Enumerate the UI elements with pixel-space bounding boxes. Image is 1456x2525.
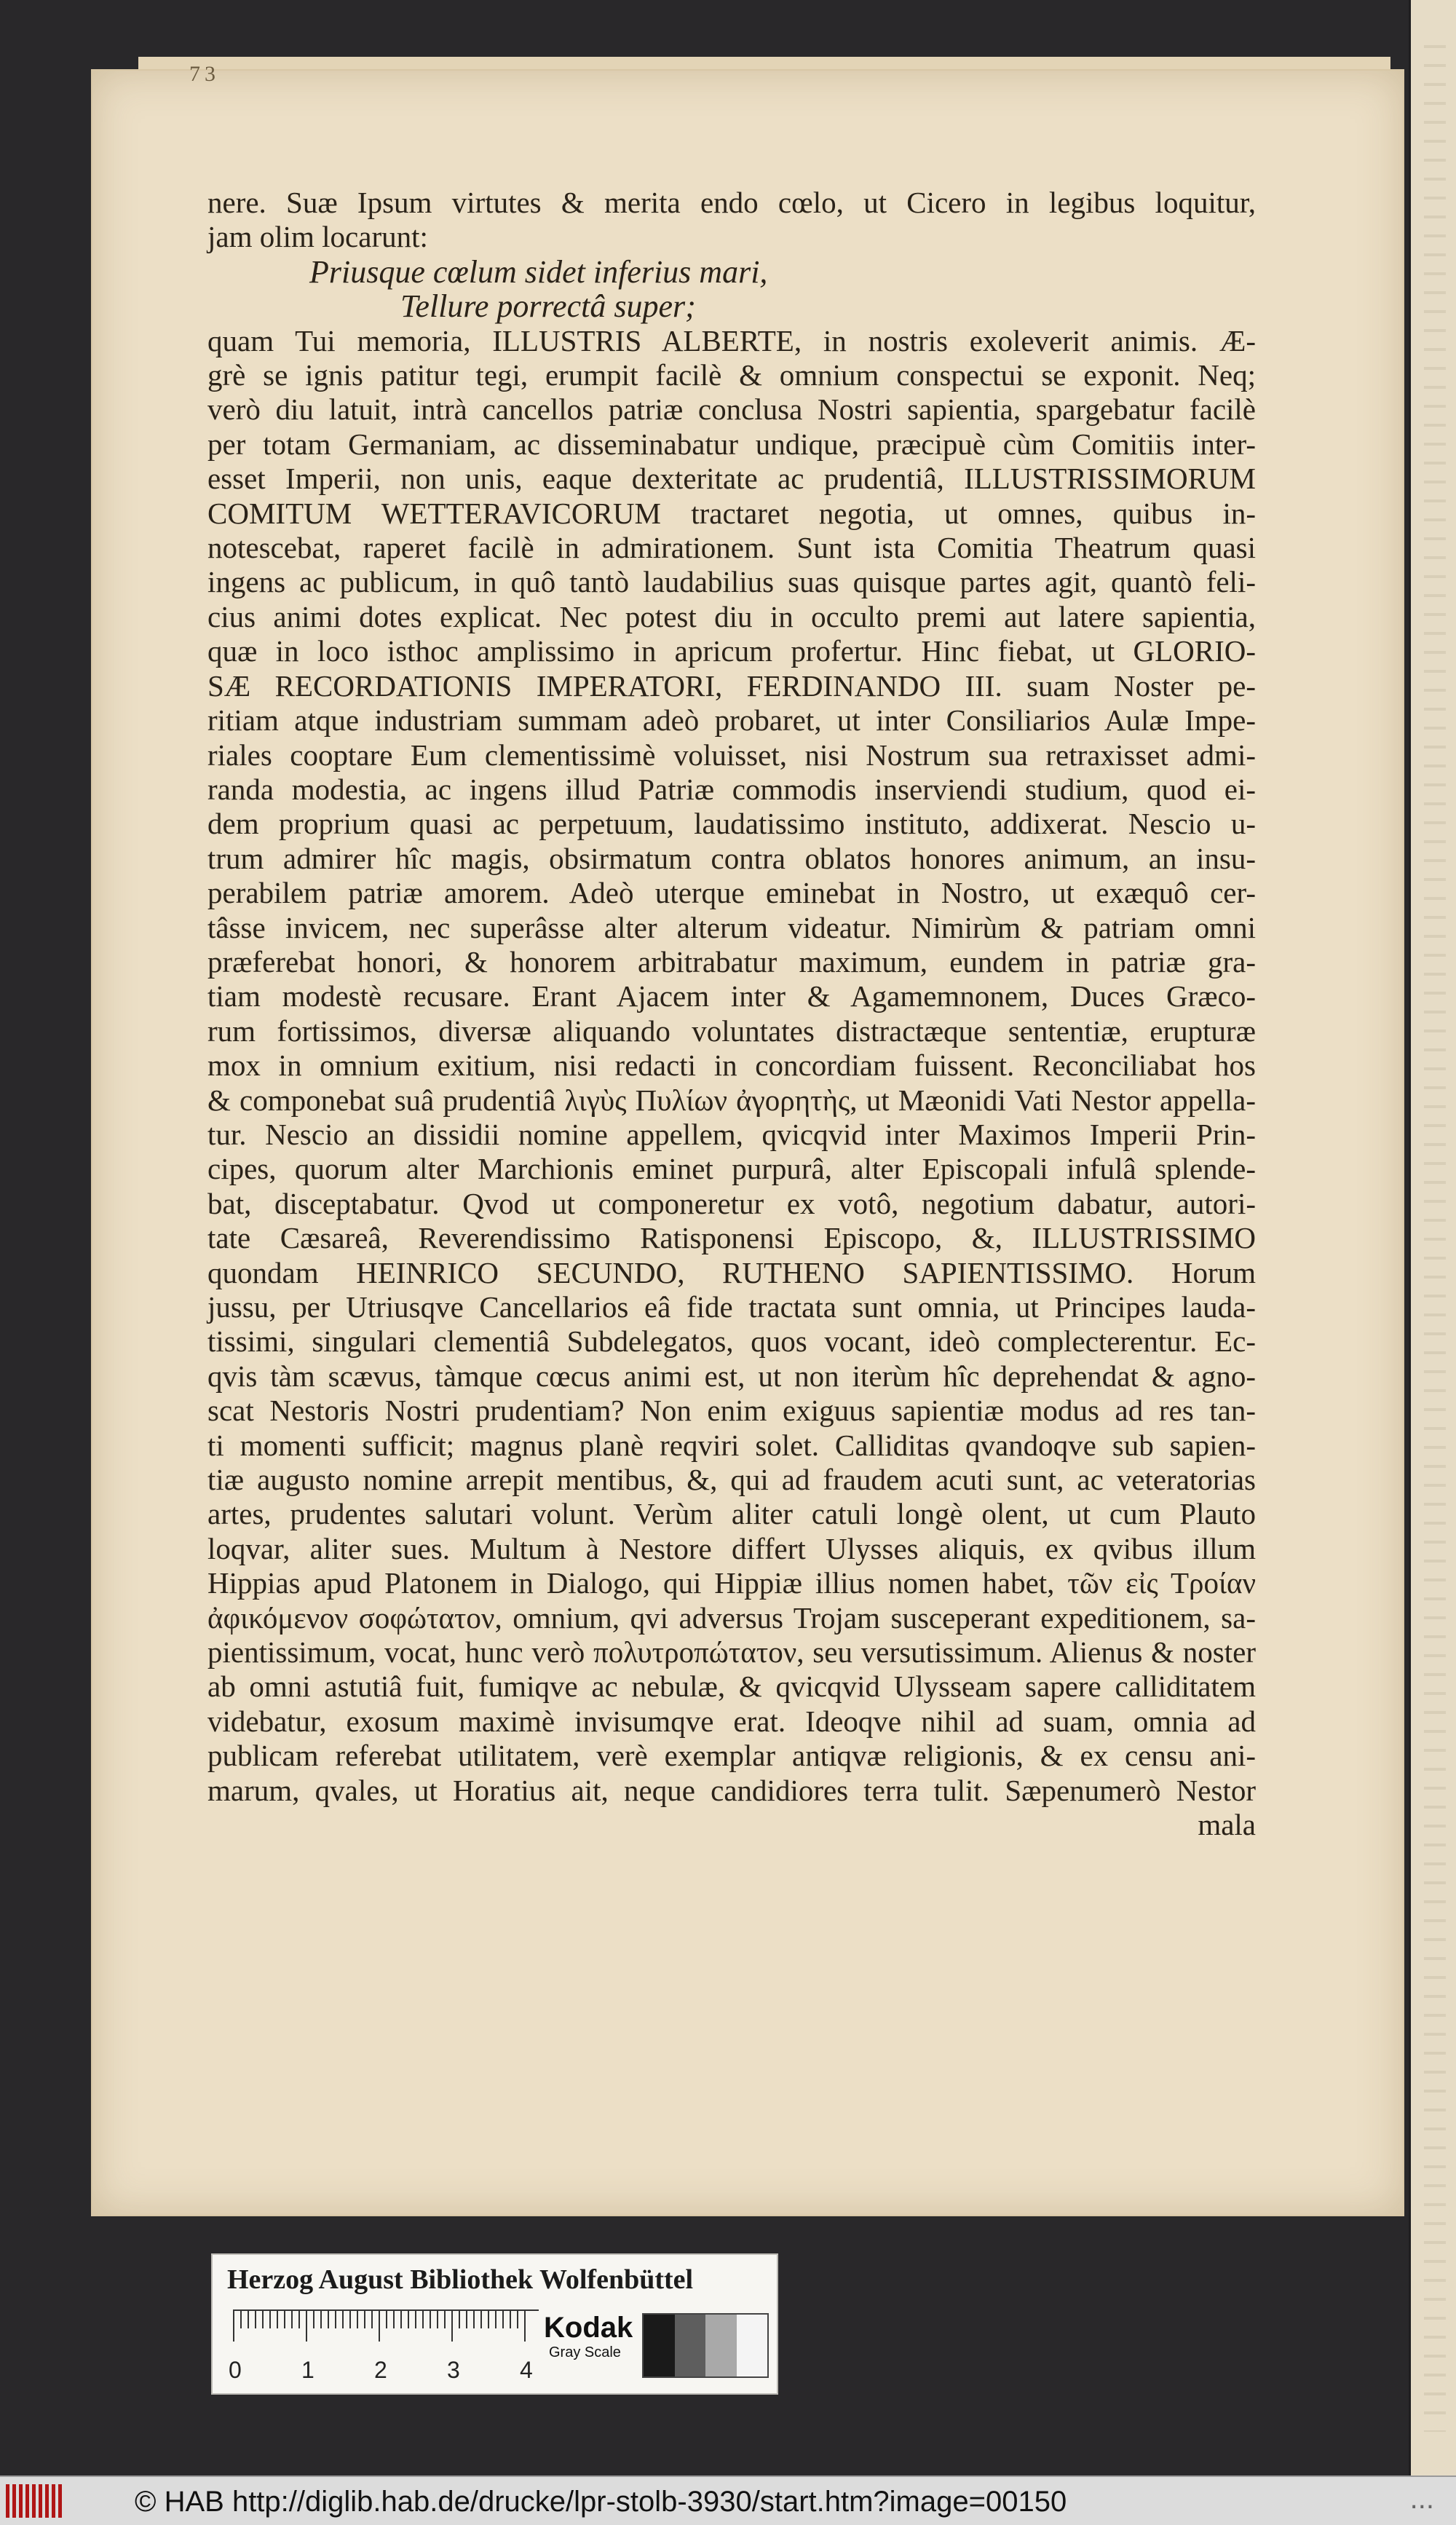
ruler-tick: [298, 2311, 300, 2328]
ruler-number: 0: [229, 2357, 242, 2383]
copyright-url-text[interactable]: © HAB http://diglib.hab.de/drucke/lpr-stolb-3930/start.htm?image=00150: [135, 2486, 1067, 2518]
adjacent-page-edge: [1409, 0, 1456, 2475]
text-line: Priusque cœlum sidet inferius mari,: [309, 253, 768, 290]
ruler-tick: [269, 2311, 271, 2328]
ruler-number: 3: [447, 2357, 460, 2383]
text-line: tiam modestè recusare. Erant Ajacem inter & Agamemnonem, Duces Græco-: [207, 979, 1256, 1013]
text-line: videbatur, exosum maximè invisumqve erat. Ideoqve nihil ad suam, omnia ad: [207, 1704, 1256, 1738]
ruler-tick: [255, 2311, 256, 2328]
text-line: tiæ augusto nomine arrepit mentibus, &, qui ad fraudem acuti sunt, ac veteratorias: [207, 1463, 1256, 1497]
gray-swatch-medium: [705, 2315, 737, 2376]
hab-barcode-icon[interactable]: [6, 2484, 64, 2518]
text-line: quondam HEINRICO SECUNDO, RUTHENO SAPIENTISSIMO. Horum: [207, 1255, 1256, 1289]
ruler-tick: [328, 2311, 329, 2328]
gray-scale-swatches: [642, 2313, 769, 2378]
ruler-tick: [342, 2311, 344, 2328]
text-line: bat, disceptabatur. Qvod ut componeretur ex votô, negotium dabatur, autori-: [207, 1186, 1256, 1220]
ruler-tick: [510, 2311, 511, 2328]
text-line: quam Tui memoria, ILLUSTRIS ALBERTE, in nostris exoleverit animis. Æ-: [207, 323, 1256, 357]
ruler-tick: [371, 2311, 373, 2328]
ruler-tick: [335, 2311, 336, 2328]
ruler-tick: [393, 2311, 395, 2328]
text-line: artes, prudentes salutari volunt. Verùm aliter catuli longè olent, ut cum Plauto: [207, 1497, 1256, 1531]
text-line: COMITUM WETTERAVICORUM tractaret negotia, ut omnes, quibus in-: [207, 496, 1256, 530]
text-line: ἀφικόμενον σοφώτατον, omnium, qvi adversus Trojam susceperant expeditionem, sa-: [207, 1600, 1256, 1635]
ruler-tick: [444, 2311, 446, 2328]
ruler-tick: [364, 2311, 365, 2328]
ruler-tick: [233, 2311, 234, 2342]
text-line: ab omni astutiâ fuit, fumiqve ac nebulæ, & qvicqvid Ulysseam sapere calliditatem: [207, 1669, 1256, 1704]
text-line: Tellure porrectâ super;: [400, 288, 696, 325]
ruler-tick: [451, 2311, 453, 2342]
text-line: mala: [1198, 1808, 1256, 1842]
ruler-tick: [386, 2311, 387, 2328]
ruler-tick: [430, 2311, 431, 2328]
more-options-icon[interactable]: ...: [1409, 2483, 1434, 2515]
ruler-tick: [291, 2311, 293, 2328]
ruler-tick: [524, 2311, 526, 2342]
text-line: per totam Germaniam, ac disseminabatur undique, præcipuè cùm Comitiis inter-: [207, 427, 1256, 461]
text-line: riales cooptare Eum clementissimè voluisset, nisi Nostrum sua retraxisset admi-: [207, 738, 1256, 772]
ruler-tick: [488, 2311, 489, 2328]
text-line: præferebat honori, & honorem arbitrabatur maximum, eundem in patriæ gra-: [207, 944, 1256, 979]
ruler-tick: [466, 2311, 467, 2328]
ruler-tick: [357, 2311, 358, 2328]
text-line: dem proprium quasi ac perpetuum, laudatissimo instituto, addixerat. Nescio u-: [207, 807, 1256, 841]
ruler-tick: [262, 2311, 264, 2328]
library-color-card: [211, 2253, 778, 2395]
body-text: [207, 186, 1256, 1843]
ruler-tick: [495, 2311, 496, 2328]
text-line: mox in omnium exitium, nisi redacti in concordiam fuissent. Reconciliabat hos: [207, 1048, 1256, 1083]
ruler-tick: [473, 2311, 475, 2328]
text-line: cius animi dotes explicat. Nec potest diu in occulto premi aut latere sapientia,: [207, 599, 1256, 633]
text-line: randa modestia, ac ingens illud Patriæ commodis inserviendi studium, quod ei-: [207, 772, 1256, 806]
text-line: trum admirer hîc magis, obsirmatum contra oblatos honores animum, an insu-: [207, 841, 1256, 875]
gray-swatch-dark: [675, 2315, 706, 2376]
text-line: SÆ RECORDATIONIS IMPERATORI, FERDINANDO III. suam Noster pe-: [207, 668, 1256, 703]
ruler-tick: [349, 2311, 351, 2328]
gray-scale-label: Gray Scale: [549, 2344, 621, 2360]
text-line: ti momenti sufficit; magnus planè reqviri solet. Calliditas qvandoqve sub sapien-: [207, 1428, 1256, 1462]
text-line: jussu, per Utriusqve Cancellarios eâ fide tractata sunt omnia, ut Principes lauda-: [207, 1290, 1256, 1324]
text-line: scat Nestoris Nostri prudentiam? Non enim exiguus sapientiæ modus ad res tan-: [207, 1394, 1256, 1428]
ruler-number: 1: [301, 2357, 314, 2383]
ruler-tick: [240, 2311, 242, 2328]
text-line: cipes, quorum alter Marchionis eminet purpurâ, alter Episcopali infulâ splende-: [207, 1152, 1256, 1186]
ruler-tick: [320, 2311, 322, 2328]
gray-swatch-white: [737, 2315, 768, 2376]
ruler-tick: [379, 2311, 380, 2342]
text-line: qvis tàm scævus, tàmque cœcus animi est, ut non iterùm hîc deprehendat & agno-: [207, 1359, 1256, 1393]
text-line: grè se ignis patitur tegi, erumpit facilè & omnium conspectui se exponit. Neq;: [207, 358, 1256, 392]
ruler-tick: [277, 2311, 278, 2328]
text-line: notescebat, raperet facilè in admirationem. Sunt ista Comitia Theatrum quasi: [207, 531, 1256, 565]
ruler-tick: [408, 2311, 409, 2328]
text-line: pientissimum, vocat, hunc verò πολυτροπώτατον, seu versutissimum. Alienus & noster: [207, 1635, 1256, 1669]
ruler-tick: [248, 2311, 249, 2328]
text-line: tâsse invicem, nec superâsse alter alterum videatur. Nimirùm & patriam omni: [207, 910, 1256, 944]
text-line: marum, qvales, ut Horatius ait, neque candidiores terra tulit. Sæpenumerò Nestor: [207, 1773, 1256, 1807]
ruler-number: 4: [520, 2357, 533, 2383]
text-line: nere. Suæ Ipsum virtutes & merita endo cœlo, ut Cicero in legibus loquitur,: [207, 186, 1256, 219]
text-line: rum fortissimos, diversæ aliquando voluntates distractæque sententiæ, erupturæ: [207, 1013, 1256, 1048]
text-line: verò diu latuit, intrà cancellos patriæ conclusa Nostri sapientia, spargebatur facilè: [207, 392, 1256, 427]
text-line: tissimi, singulari clementiâ Subdelegatos, quos vocant, ideò complecterentur. Ec-: [207, 1324, 1256, 1359]
ruler-number: 2: [374, 2357, 387, 2383]
text-line: ritiam atque industriam summam adeò probaret, ut inter Consiliarios Aulæ Impe-: [207, 703, 1256, 738]
text-line: loqvar, aliter sues. Multum à Nestore differt Ulysses aliquis, ex qvibus illum: [207, 1531, 1256, 1565]
ruler-tick: [517, 2311, 518, 2328]
ruler-tick: [306, 2311, 307, 2342]
ruler-numbers: [227, 2357, 562, 2386]
ruler-tick: [502, 2311, 504, 2328]
text-line: quæ in loco isthoc amplissimo in apricum profertur. Hinc fiebat, ut GLORIO-: [207, 634, 1256, 668]
ruler-tick: [437, 2311, 438, 2328]
ruler-tick: [284, 2311, 285, 2328]
text-line: tur. Nescio an dissidii nomine appellem, qvicqvid inter Maximos Imperii Prin-: [207, 1117, 1256, 1151]
ruler-tick: [313, 2311, 314, 2328]
text-line: ingens ac publicum, in quô tantò laudabilius suas quisque partes agit, quantò feli-: [207, 565, 1256, 599]
text-line: & componebat suâ prudentiâ λιγὺς Πυλίων ἀγορητὴς, ut Mæonidi Vati Nestor appella-: [207, 1083, 1256, 1117]
text-line: esset Imperii, non unis, eaque dexteritate ac prudentiâ, ILLUSTRISSIMORUM: [207, 462, 1256, 496]
kodak-logo: Kodak: [544, 2312, 633, 2344]
ruler-tick: [459, 2311, 460, 2328]
text-line: Hippias apud Platonem in Dialogo, qui Hippiæ illius nomen habet, τῶν εἰς Τροίαν: [207, 1566, 1256, 1600]
text-line: publicam referebat utilitatem, verè exemplar antiqvæ religionis, & ex censu ani-: [207, 1739, 1256, 1773]
page-edge-texture: [1424, 29, 1446, 2432]
ruler-tick: [480, 2311, 482, 2328]
ruler-tick: [422, 2311, 424, 2328]
library-title: Herzog August Bibliothek Wolfenbüttel: [227, 2264, 694, 2295]
text-line: perabilem patriæ amorem. Adeò uterque eminebat in Nostro, ut exæquô cer-: [207, 876, 1256, 910]
page-top-edge: [138, 57, 1390, 70]
scale-ruler: [233, 2309, 539, 2355]
text-line: jam olim locarunt:: [207, 220, 428, 254]
ruler-tick: [415, 2311, 416, 2328]
page-mark: 73: [189, 62, 220, 86]
text-line: tate Cæsareâ, Reverendissimo Ratisponensi Episcopo, &, ILLUSTRISSIMO: [207, 1221, 1256, 1255]
ruler-tick: [400, 2311, 402, 2328]
status-bar: [0, 2475, 1456, 2525]
gray-swatch-black: [644, 2315, 675, 2376]
